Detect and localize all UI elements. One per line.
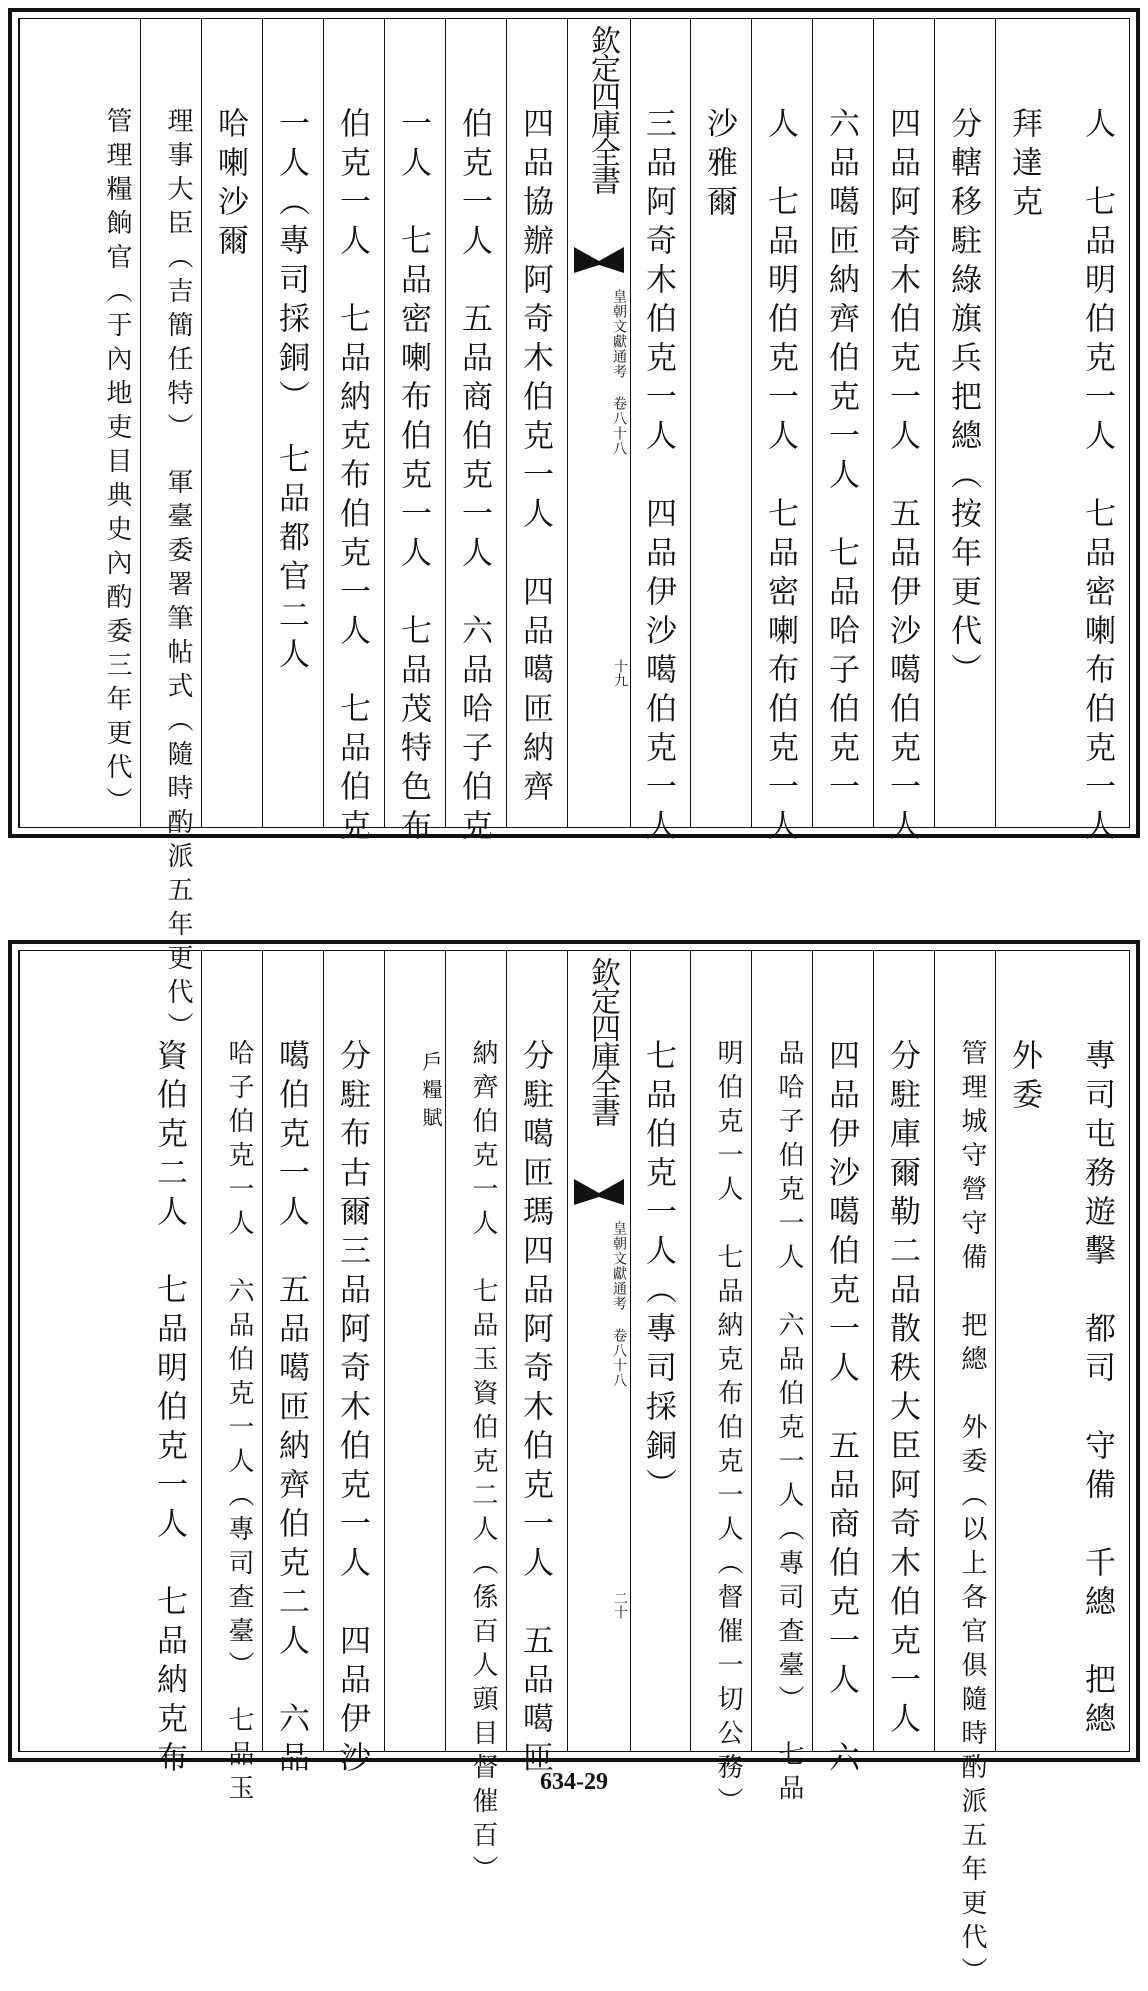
text-column: 六品噶匝納齊伯克一人 七品哈子伯克一	[812, 19, 873, 827]
book-spine	[567, 19, 631, 827]
leaf-number: 二十	[612, 1591, 628, 1619]
page-number: 634-29	[540, 1769, 608, 1795]
text-column: 噶伯克一人 五品噶匝納齊伯克二人 六品	[262, 951, 323, 1751]
upper-page	[8, 8, 1140, 1046]
text-column: 戶糧賦	[384, 951, 445, 1751]
text-column: 哈子伯克一人 六品伯克一人（專司查臺） 七品玉	[201, 951, 262, 1751]
text-column: 資伯克二人 七品明伯克一人 七品納克布	[19, 951, 201, 1751]
text-column: 明伯克一人 七品納克布伯克一人（督催一切公務）	[690, 951, 751, 1751]
text-column: 分駐噶匝瑪四品阿奇木伯克一人 五品噶匝	[506, 951, 567, 1751]
text-column: 管理糧餉官（于內地吏目典史內酌委三年更代）	[19, 19, 140, 827]
text-column: 伯克一人 七品納克布伯克一人 七品伯克	[323, 19, 384, 827]
fishtail-mark-icon	[574, 247, 624, 273]
book-spine	[567, 951, 631, 1751]
text-column: 理事大臣（吉簡任特） 軍臺委署筆帖式（隨時酌派五年更代）	[140, 19, 201, 827]
text-column: 一人 七品密喇布伯克一人 七品茂特色布	[384, 19, 445, 827]
text-column: 管理城守營守備 把總 外委（以上各官俱隨時酌派五年更代）	[934, 951, 995, 1751]
text-column: 品哈子伯克一人 六品伯克一人（專司查臺） 七品	[751, 951, 812, 1751]
page-frame	[18, 18, 1130, 1046]
text-column: 納齊伯克一人 七品玉資伯克二人（係百人頭目督催百）	[445, 951, 506, 1751]
text-column: 分駐庫爾勒二品散秩大臣阿奇木伯克一人	[873, 951, 934, 1751]
book-title: 欽定四庫全書	[585, 957, 620, 1125]
text-column: 分轄移駐綠旗兵把總（按年更代）	[934, 19, 995, 827]
text-column: 外委	[995, 951, 1056, 1751]
text-column: 分駐布古爾三品阿奇木伯克一人 四品伊沙	[323, 951, 384, 1751]
text-column: 四品阿奇木伯克一人 五品伊沙噶伯克一人	[873, 19, 934, 827]
text-column: 人 七品明伯克一人 七品密喇布伯克一人	[1079, 107, 1115, 848]
text-column: 拜達克	[995, 19, 1056, 827]
leaf-number: 十九	[612, 659, 628, 687]
text-column: 哈喇沙爾	[201, 19, 262, 827]
volume-label: 皇朝文獻通考 卷八十八	[611, 1221, 627, 1388]
text-column: 三品阿奇木伯克一人 四品伊沙噶伯克一人	[629, 19, 690, 827]
text-column: 七品伯克一人（專司採銅）	[629, 951, 690, 1751]
text-column: 四品協辦阿奇木伯克一人 四品噶匝納齊	[506, 19, 567, 827]
text-column: 一人（專司採銅） 七品都官二人	[262, 19, 323, 827]
volume-label: 皇朝文獻通考 卷八十八	[611, 289, 627, 456]
text-column: 沙雅爾	[690, 19, 751, 827]
text-column: 四品伊沙噶伯克一人 五品商伯克一人 六	[812, 951, 873, 1751]
text-column: 伯克一人 五品商伯克一人 六品哈子伯克	[445, 19, 506, 827]
text-column: 專司屯務遊擊 都司 守備 千總 把總	[1079, 1039, 1115, 1741]
fishtail-mark-icon	[574, 1179, 624, 1205]
text-column: 人 七品明伯克一人 七品密喇布伯克一人	[751, 19, 812, 827]
book-title: 欽定四庫全書	[585, 25, 620, 193]
